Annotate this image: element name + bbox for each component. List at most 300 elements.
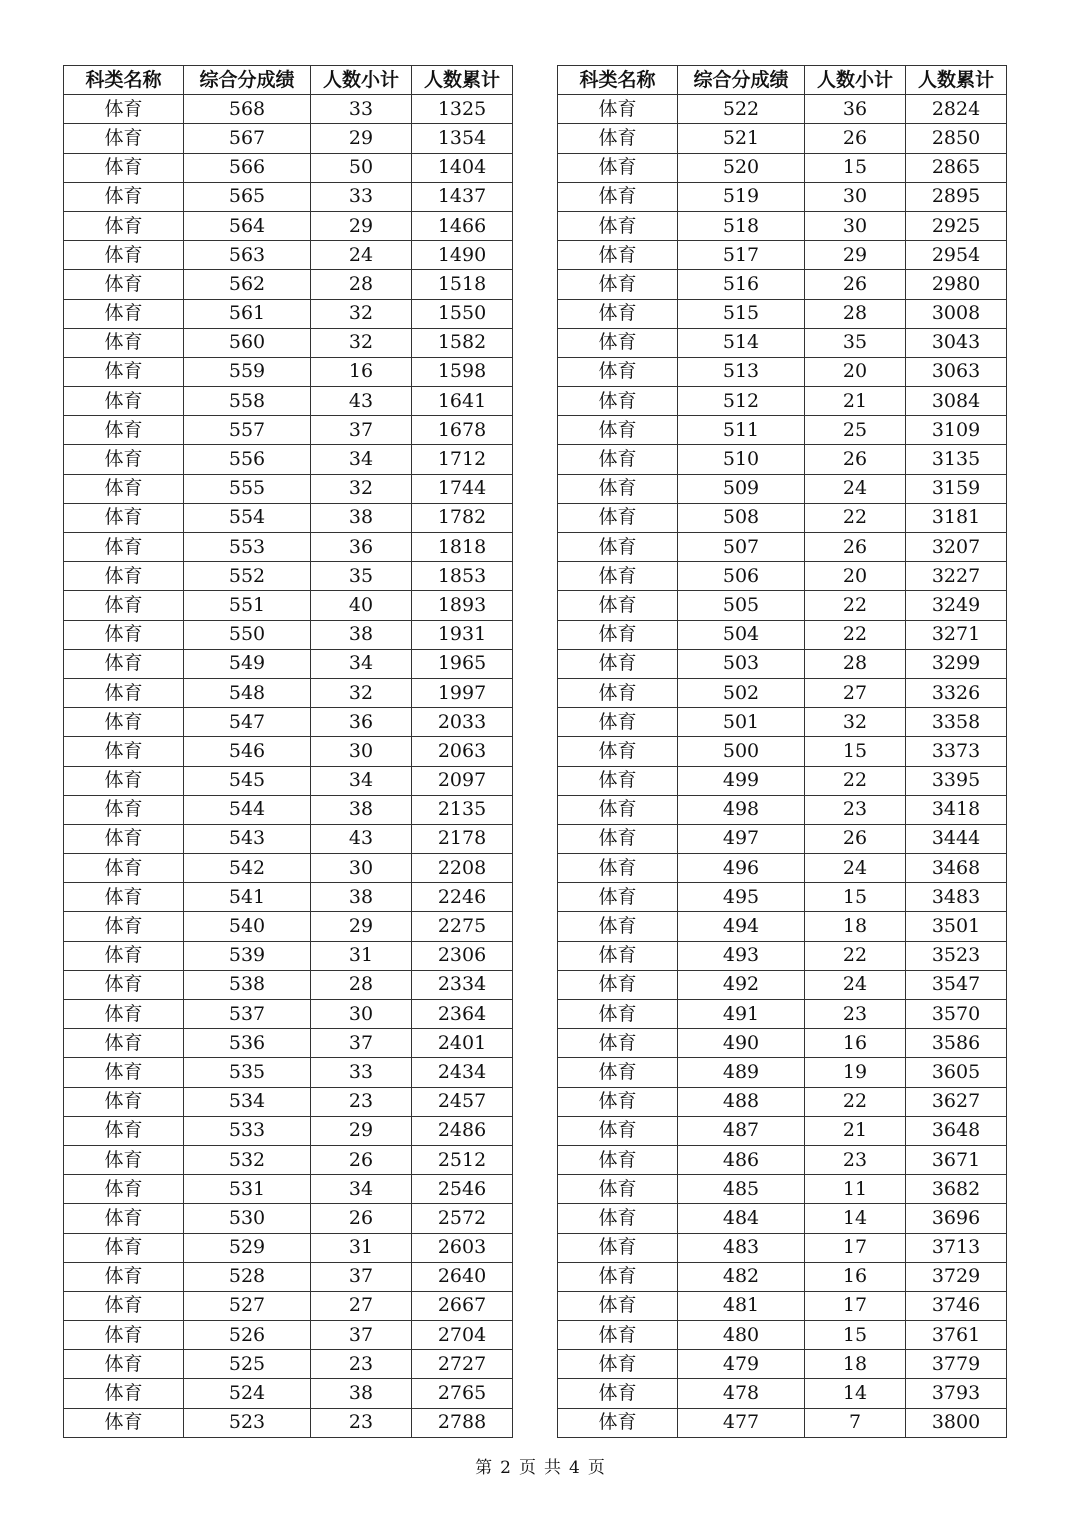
cell-subject: 体育: [558, 270, 678, 299]
cell-cumulative: 2765: [412, 1379, 513, 1408]
cell-subject: 体育: [64, 1058, 184, 1087]
table-row: [64, 182, 513, 211]
cell-subject: 体育: [64, 766, 184, 795]
cell-score: 552: [184, 562, 311, 591]
cell-subject: 体育: [64, 533, 184, 562]
cell-cumulative: 3159: [906, 474, 1007, 503]
cell-subject: 体育: [64, 1233, 184, 1262]
cell-score: 506: [678, 562, 805, 591]
table-row: [558, 1204, 1007, 1233]
cell-count: 22: [805, 1087, 906, 1116]
cell-score: 548: [184, 678, 311, 707]
cell-count: 28: [311, 970, 412, 999]
cell-cumulative: 1678: [412, 416, 513, 445]
table-row: [558, 1291, 1007, 1320]
cell-subject: 体育: [558, 503, 678, 532]
header-subject: 科类名称: [558, 66, 678, 95]
cell-cumulative: 3358: [906, 708, 1007, 737]
cell-cumulative: 2546: [412, 1175, 513, 1204]
cell-count: 43: [311, 824, 412, 853]
table-row: [64, 95, 513, 124]
cell-count: 32: [311, 299, 412, 328]
table-row: [64, 883, 513, 912]
cell-subject: 体育: [64, 795, 184, 824]
table-row: [558, 1029, 1007, 1058]
cell-score: 507: [678, 533, 805, 562]
table-row: [558, 445, 1007, 474]
cell-cumulative: 3181: [906, 503, 1007, 532]
cell-subject: 体育: [64, 912, 184, 941]
cell-subject: 体育: [558, 1000, 678, 1029]
cell-subject: 体育: [64, 883, 184, 912]
cell-count: 28: [311, 270, 412, 299]
table-row: [558, 357, 1007, 386]
cell-subject: 体育: [558, 299, 678, 328]
table-row: [64, 591, 513, 620]
cell-cumulative: 3729: [906, 1262, 1007, 1291]
cell-cumulative: 3605: [906, 1058, 1007, 1087]
cell-count: 38: [311, 503, 412, 532]
cell-score: 540: [184, 912, 311, 941]
cell-subject: 体育: [558, 737, 678, 766]
cell-score: 531: [184, 1175, 311, 1204]
cell-subject: 体育: [64, 1175, 184, 1204]
table-row: [558, 299, 1007, 328]
cell-subject: 体育: [64, 678, 184, 707]
cell-cumulative: 1641: [412, 387, 513, 416]
cell-count: 19: [805, 1058, 906, 1087]
header-cumulative: 人数累计: [906, 66, 1007, 95]
cell-cumulative: 3570: [906, 1000, 1007, 1029]
cell-count: 15: [805, 883, 906, 912]
cell-count: 36: [311, 533, 412, 562]
cell-subject: 体育: [64, 357, 184, 386]
table-row: [64, 766, 513, 795]
cell-subject: 体育: [558, 562, 678, 591]
cell-count: 22: [805, 620, 906, 649]
cell-count: 16: [311, 357, 412, 386]
footer-total-unit: 页: [587, 1458, 605, 1478]
cell-score: 566: [184, 153, 311, 182]
cell-cumulative: 1997: [412, 678, 513, 707]
score-table-right: [557, 65, 1007, 1438]
cell-count: 29: [311, 1116, 412, 1145]
cell-cumulative: 2603: [412, 1233, 513, 1262]
table-row: [64, 1233, 513, 1262]
cell-cumulative: 2512: [412, 1145, 513, 1174]
table-row: [558, 912, 1007, 941]
cell-score: 568: [184, 95, 311, 124]
header-cumulative: 人数累计: [412, 66, 513, 95]
cell-subject: 体育: [558, 678, 678, 707]
cell-subject: 体育: [558, 883, 678, 912]
cell-cumulative: 1853: [412, 562, 513, 591]
cell-cumulative: 3227: [906, 562, 1007, 591]
cell-subject: 体育: [64, 474, 184, 503]
cell-subject: 体育: [64, 182, 184, 211]
cell-count: 22: [805, 941, 906, 970]
cell-subject: 体育: [64, 941, 184, 970]
cell-subject: 体育: [64, 1087, 184, 1116]
cell-count: 26: [805, 824, 906, 853]
cell-subject: 体育: [64, 1408, 184, 1437]
table-row: [558, 270, 1007, 299]
cell-score: 488: [678, 1087, 805, 1116]
cell-cumulative: 3793: [906, 1379, 1007, 1408]
cell-cumulative: 2434: [412, 1058, 513, 1087]
cell-score: 519: [678, 182, 805, 211]
table-row: [64, 649, 513, 678]
cell-cumulative: 3627: [906, 1087, 1007, 1116]
cell-count: 15: [805, 1321, 906, 1350]
cell-cumulative: 2208: [412, 854, 513, 883]
cell-cumulative: 3779: [906, 1350, 1007, 1379]
cell-subject: 体育: [558, 1291, 678, 1320]
cell-cumulative: 2486: [412, 1116, 513, 1145]
cell-cumulative: 2246: [412, 883, 513, 912]
cell-count: 15: [805, 153, 906, 182]
cell-score: 481: [678, 1291, 805, 1320]
cell-cumulative: 2401: [412, 1029, 513, 1058]
cell-score: 515: [678, 299, 805, 328]
table-row: [558, 562, 1007, 591]
footer-page-unit: 页: [519, 1458, 536, 1478]
cell-score: 538: [184, 970, 311, 999]
cell-subject: 体育: [558, 1058, 678, 1087]
cell-cumulative: 3326: [906, 678, 1007, 707]
cell-count: 30: [805, 211, 906, 240]
cell-cumulative: 2275: [412, 912, 513, 941]
footer-prefix: 第: [475, 1458, 493, 1478]
cell-score: 545: [184, 766, 311, 795]
cell-score: 523: [184, 1408, 311, 1437]
header-subject: 科类名称: [64, 66, 184, 95]
cell-count: 33: [311, 1058, 412, 1087]
cell-subject: 体育: [64, 854, 184, 883]
cell-score: 497: [678, 824, 805, 853]
cell-score: 556: [184, 445, 311, 474]
cell-count: 26: [805, 533, 906, 562]
cell-count: 38: [311, 883, 412, 912]
cell-score: 524: [184, 1379, 311, 1408]
cell-count: 32: [311, 678, 412, 707]
table-header-row: [558, 66, 1007, 95]
table-row: [558, 1408, 1007, 1437]
table-row: [64, 941, 513, 970]
cell-subject: 体育: [558, 1087, 678, 1116]
cell-count: 26: [805, 445, 906, 474]
table-row: [64, 270, 513, 299]
cell-cumulative: 2097: [412, 766, 513, 795]
cell-score: 508: [678, 503, 805, 532]
cell-score: 490: [678, 1029, 805, 1058]
cell-cumulative: 1598: [412, 357, 513, 386]
table-row: [64, 678, 513, 707]
cell-subject: 体育: [64, 328, 184, 357]
table-row: [64, 1116, 513, 1145]
cell-count: 37: [311, 416, 412, 445]
cell-cumulative: 2306: [412, 941, 513, 970]
cell-count: 32: [805, 708, 906, 737]
cell-cumulative: 1354: [412, 124, 513, 153]
cell-cumulative: 2850: [906, 124, 1007, 153]
table-row: [558, 1175, 1007, 1204]
table-row: [558, 941, 1007, 970]
cell-subject: 体育: [64, 1116, 184, 1145]
cell-score: 478: [678, 1379, 805, 1408]
cell-count: 40: [311, 591, 412, 620]
cell-cumulative: 3135: [906, 445, 1007, 474]
cell-cumulative: 1965: [412, 649, 513, 678]
cell-score: 503: [678, 649, 805, 678]
cell-count: 24: [805, 474, 906, 503]
cell-subject: 体育: [558, 357, 678, 386]
table-row: [64, 1204, 513, 1233]
table-row: [558, 620, 1007, 649]
cell-score: 539: [184, 941, 311, 970]
cell-subject: 体育: [558, 591, 678, 620]
cell-score: 546: [184, 737, 311, 766]
table-row: [64, 708, 513, 737]
table-row: [558, 824, 1007, 853]
table-row: [64, 503, 513, 532]
cell-count: 28: [805, 299, 906, 328]
cell-count: 34: [311, 1175, 412, 1204]
cell-score: 536: [184, 1029, 311, 1058]
cell-score: 521: [678, 124, 805, 153]
cell-score: 518: [678, 211, 805, 240]
cell-count: 18: [805, 912, 906, 941]
cell-cumulative: 1404: [412, 153, 513, 182]
cell-subject: 体育: [64, 1379, 184, 1408]
cell-score: 509: [678, 474, 805, 503]
cell-subject: 体育: [558, 474, 678, 503]
cell-cumulative: 3713: [906, 1233, 1007, 1262]
cell-count: 38: [311, 1379, 412, 1408]
cell-count: 32: [311, 328, 412, 357]
cell-cumulative: 3395: [906, 766, 1007, 795]
cell-count: 36: [311, 708, 412, 737]
cell-subject: 体育: [64, 620, 184, 649]
cell-count: 28: [805, 649, 906, 678]
cell-subject: 体育: [558, 182, 678, 211]
table-row: [558, 854, 1007, 883]
cell-count: 18: [805, 1350, 906, 1379]
cell-count: 43: [311, 387, 412, 416]
cell-score: 516: [678, 270, 805, 299]
cell-subject: 体育: [64, 649, 184, 678]
header-count: 人数小计: [311, 66, 412, 95]
cell-subject: 体育: [64, 270, 184, 299]
cell-score: 495: [678, 883, 805, 912]
cell-count: 30: [311, 737, 412, 766]
cell-count: 15: [805, 737, 906, 766]
cell-cumulative: 3373: [906, 737, 1007, 766]
cell-score: 514: [678, 328, 805, 357]
table-row: [64, 387, 513, 416]
cell-subject: 体育: [64, 241, 184, 270]
table-row: [64, 1321, 513, 1350]
table-row: [64, 416, 513, 445]
cell-cumulative: 3523: [906, 941, 1007, 970]
cell-count: 23: [311, 1350, 412, 1379]
table-row: [64, 474, 513, 503]
cell-cumulative: 3746: [906, 1291, 1007, 1320]
cell-cumulative: 3468: [906, 854, 1007, 883]
cell-cumulative: 3682: [906, 1175, 1007, 1204]
cell-score: 513: [678, 357, 805, 386]
cell-subject: 体育: [558, 1029, 678, 1058]
cell-score: 485: [678, 1175, 805, 1204]
cell-cumulative: 3063: [906, 357, 1007, 386]
table-row: [558, 1116, 1007, 1145]
cell-cumulative: 2334: [412, 970, 513, 999]
cell-count: 37: [311, 1321, 412, 1350]
cell-score: 541: [184, 883, 311, 912]
header-count: 人数小计: [805, 66, 906, 95]
cell-subject: 体育: [64, 153, 184, 182]
cell-count: 16: [805, 1262, 906, 1291]
table-row: [558, 211, 1007, 240]
table-row: [64, 1029, 513, 1058]
cell-cumulative: 1744: [412, 474, 513, 503]
cell-cumulative: 3444: [906, 824, 1007, 853]
cell-count: 26: [805, 124, 906, 153]
table-row: [64, 1058, 513, 1087]
cell-cumulative: 3109: [906, 416, 1007, 445]
cell-score: 565: [184, 182, 311, 211]
cell-score: 483: [678, 1233, 805, 1262]
cell-count: 20: [805, 562, 906, 591]
cell-score: 520: [678, 153, 805, 182]
cell-score: 557: [184, 416, 311, 445]
cell-subject: 体育: [64, 1262, 184, 1291]
cell-cumulative: 3696: [906, 1204, 1007, 1233]
cell-count: 21: [805, 387, 906, 416]
cell-cumulative: 2135: [412, 795, 513, 824]
cell-score: 487: [678, 1116, 805, 1145]
header-score: 综合分成绩: [678, 66, 805, 95]
cell-cumulative: 1582: [412, 328, 513, 357]
cell-score: 550: [184, 620, 311, 649]
cell-score: 500: [678, 737, 805, 766]
cell-cumulative: 3761: [906, 1321, 1007, 1350]
cell-subject: 体育: [558, 328, 678, 357]
cell-cumulative: 3299: [906, 649, 1007, 678]
cell-score: 502: [678, 678, 805, 707]
table-row: [558, 124, 1007, 153]
cell-score: 532: [184, 1145, 311, 1174]
cell-count: 29: [311, 211, 412, 240]
cell-count: 32: [311, 474, 412, 503]
cell-count: 25: [805, 416, 906, 445]
cell-score: 562: [184, 270, 311, 299]
table-row: [558, 328, 1007, 357]
cell-cumulative: 3008: [906, 299, 1007, 328]
cell-count: 30: [311, 1000, 412, 1029]
cell-score: 542: [184, 854, 311, 883]
table-row: [558, 1058, 1007, 1087]
cell-score: 489: [678, 1058, 805, 1087]
cell-score: 558: [184, 387, 311, 416]
cell-subject: 体育: [64, 1350, 184, 1379]
cell-cumulative: 2824: [906, 95, 1007, 124]
cell-count: 35: [805, 328, 906, 357]
cell-score: 510: [678, 445, 805, 474]
table-row: [558, 1000, 1007, 1029]
table-row: [64, 824, 513, 853]
cell-score: 496: [678, 854, 805, 883]
cell-subject: 体育: [558, 95, 678, 124]
cell-score: 479: [678, 1350, 805, 1379]
cell-count: 33: [311, 95, 412, 124]
cell-score: 517: [678, 241, 805, 270]
cell-subject: 体育: [558, 1379, 678, 1408]
cell-cumulative: 2457: [412, 1087, 513, 1116]
cell-cumulative: 2572: [412, 1204, 513, 1233]
cell-score: 537: [184, 1000, 311, 1029]
cell-subject: 体育: [64, 445, 184, 474]
table-row: [64, 533, 513, 562]
cell-cumulative: 1325: [412, 95, 513, 124]
cell-score: 494: [678, 912, 805, 941]
cell-count: 37: [311, 1262, 412, 1291]
cell-score: 561: [184, 299, 311, 328]
cell-subject: 体育: [64, 1029, 184, 1058]
table-row: [64, 1262, 513, 1291]
cell-cumulative: 3043: [906, 328, 1007, 357]
table-row: [558, 1233, 1007, 1262]
table-row: [558, 474, 1007, 503]
cell-cumulative: 3207: [906, 533, 1007, 562]
cell-subject: 体育: [558, 1350, 678, 1379]
cell-subject: 体育: [64, 1000, 184, 1029]
cell-score: 492: [678, 970, 805, 999]
cell-cumulative: 3671: [906, 1145, 1007, 1174]
cell-count: 38: [311, 795, 412, 824]
cell-count: 23: [805, 1145, 906, 1174]
cell-score: 522: [678, 95, 805, 124]
cell-count: 23: [805, 1000, 906, 1029]
cell-count: 30: [311, 854, 412, 883]
cell-cumulative: 3501: [906, 912, 1007, 941]
cell-score: 544: [184, 795, 311, 824]
table-row: [558, 737, 1007, 766]
cell-count: 35: [311, 562, 412, 591]
table-row: [558, 883, 1007, 912]
table-row: [558, 387, 1007, 416]
cell-subject: 体育: [558, 795, 678, 824]
cell-cumulative: 2704: [412, 1321, 513, 1350]
cell-subject: 体育: [64, 562, 184, 591]
cell-count: 34: [311, 766, 412, 795]
score-table-left: [63, 65, 513, 1438]
cell-subject: 体育: [558, 854, 678, 883]
table-row: [558, 241, 1007, 270]
cell-subject: 体育: [558, 824, 678, 853]
cell-count: 26: [311, 1145, 412, 1174]
cell-count: 23: [805, 795, 906, 824]
cell-cumulative: 3586: [906, 1029, 1007, 1058]
cell-count: 33: [311, 182, 412, 211]
cell-score: 567: [184, 124, 311, 153]
table-row: [64, 795, 513, 824]
cell-score: 528: [184, 1262, 311, 1291]
table-row: [64, 970, 513, 999]
table-row: [558, 1087, 1007, 1116]
cell-count: 16: [805, 1029, 906, 1058]
cell-subject: 体育: [558, 211, 678, 240]
